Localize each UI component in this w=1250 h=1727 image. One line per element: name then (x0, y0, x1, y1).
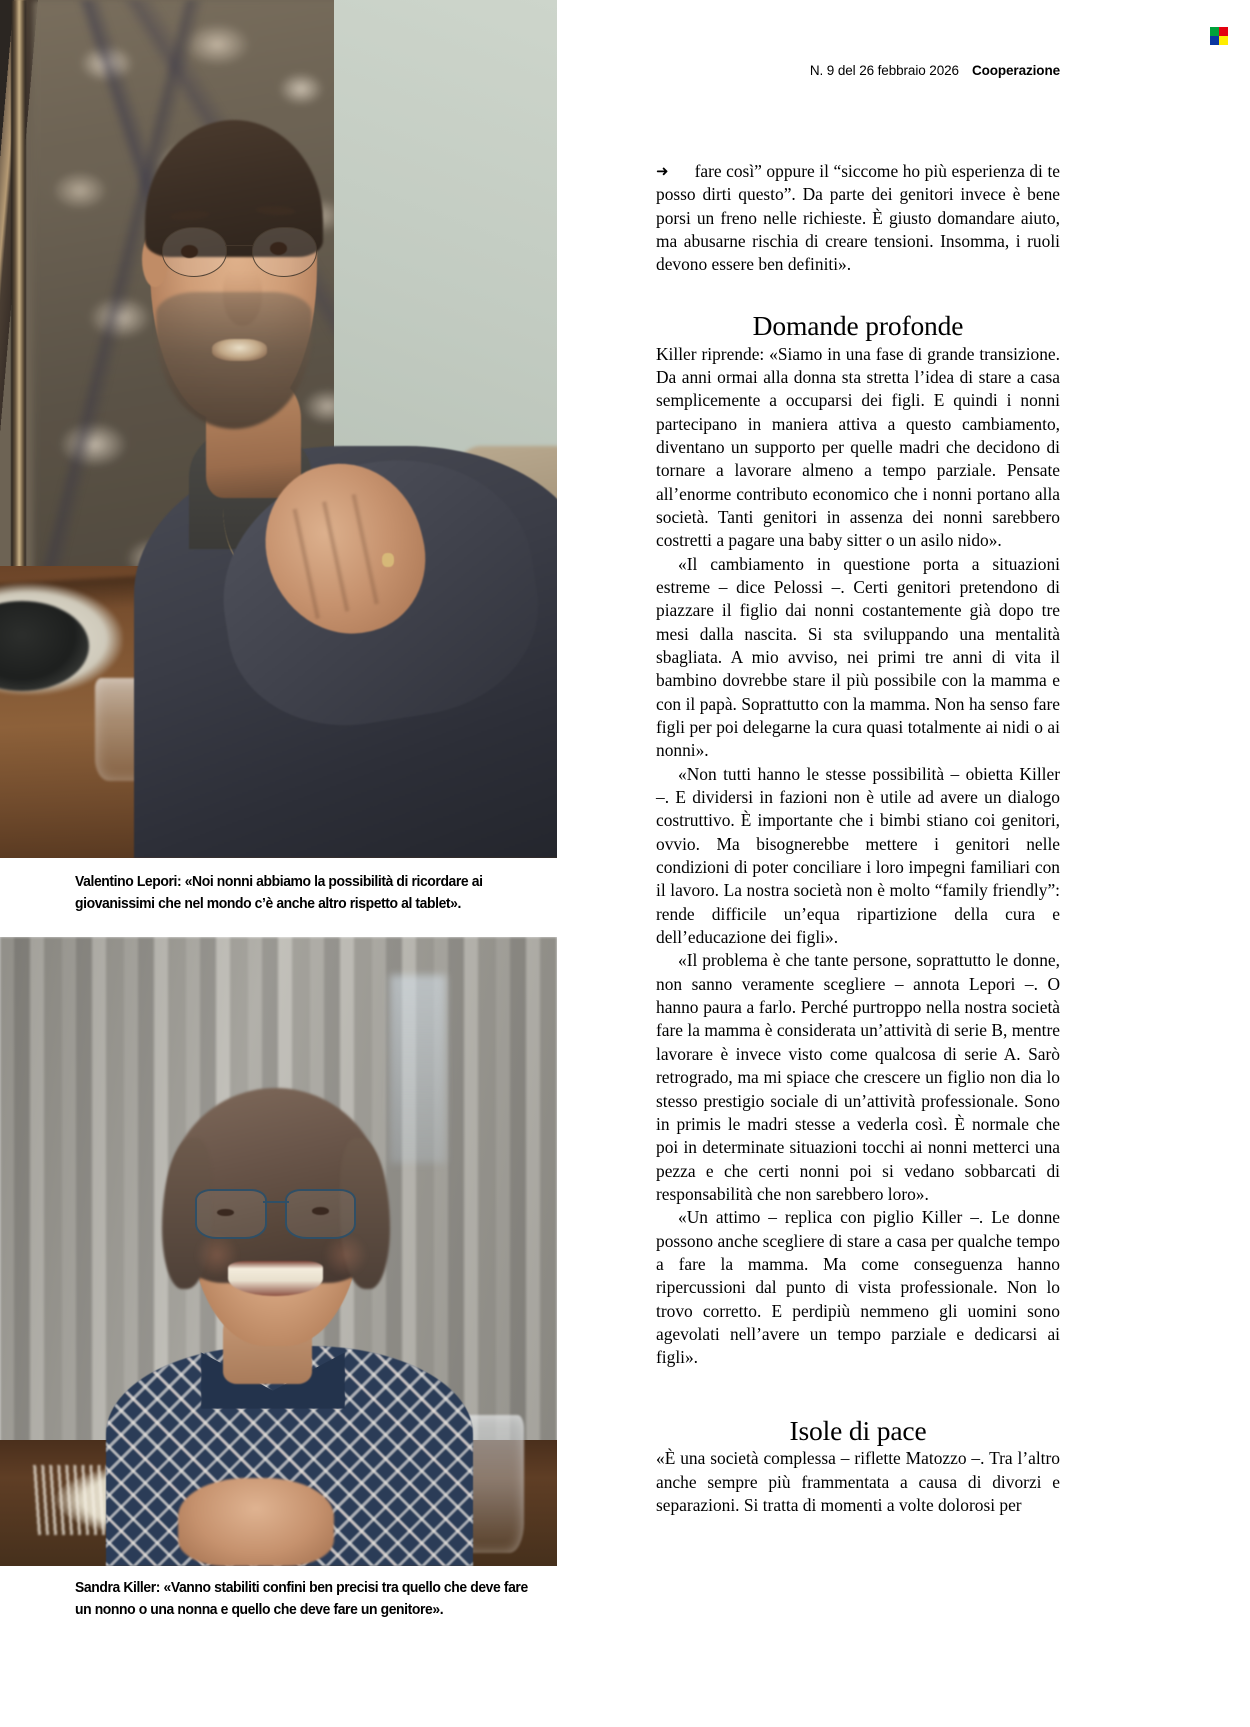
article-text-column (656, 160, 1060, 1517)
glasses-bridge (225, 245, 253, 247)
paragraph-3: «Il cambiamento in questione porta a situazioni estreme – dice Pelossi –. Certi genitori pretendono di piazzare il figlio dai nonni costantemente già dopo tre mesi dalla nascita. Si sta sviluppando una mentalità sbagliata. A mio avviso, nei primi tre anni di vita il bambino dovrebbe stare il più possibile con la mamma e con il papà. Soprattutto con la mamma. Non ha senso fare figli per poi delegarne la cura quasi totalmente ai nidi o ai nonni». (656, 553, 1060, 761)
issue-line: N. 9 del 26 febbraio 2026 (809, 63, 959, 78)
photo-killer-scene (0, 937, 557, 1566)
photo-lepori-caption: Valentino Lepori: «Noi nonni abbiamo la possibilità di ricordare ai giovanissimi che nel mondo c’è anche altro rispetto al tablet». (75, 874, 483, 912)
paragraph-5: «Il problema è che tante persone, soprattutto le donne, non sanno veramente scegliere – annota Lepori –. O hanno paura a farlo. Perché purtroppo nella nostra società fare la mamma è considerata un’attività di serie B, mentre lavorare è invece visto come qualcosa di serie A. Sarò retrogrado, ma mi spiace che crescere un figlio non dia lo stesso prestigio sociale di un’attività professionale. Sono in primis le madri stesse a vederla così. È normale che poi in determinate situazioni tocchi ai nonni metterci una pezza e che certi nonni poi si vedano sobbarcati di responsabilità che non sarebbero loro». (656, 950, 1060, 1204)
photo-lepori (0, 0, 557, 858)
masthead-title: Cooperazione (971, 63, 1060, 78)
reg-swatch-red (1219, 27, 1228, 36)
continuation-arrow-icon: ➜ (656, 162, 669, 180)
reg-swatch-yellow (1219, 36, 1228, 45)
smiling-mouth (228, 1261, 323, 1296)
cheek-right (323, 1233, 368, 1277)
wedding-ring (382, 553, 394, 567)
frame-edge (11, 0, 25, 644)
reg-swatch-green (1210, 27, 1219, 36)
photo-killer (0, 937, 557, 1566)
section-heading-domande-profonde: Domande profonde (752, 309, 964, 341)
glasses-bridge (263, 1201, 289, 1203)
running-head (650, 63, 1060, 78)
mouth (212, 339, 268, 361)
window-light (390, 975, 446, 1164)
paragraph-continued (656, 160, 1060, 277)
paragraph-continued-text: fare così” oppure il “siccome ho più esperienza di te posso dirti questo”. Da parte dei genitori invece è bene porsi un freno nelle richieste. È giusto domandare aiuto, ma abusarne rischia di creare tensioni. Insomma, i ruoli devono essere ben definiti». (656, 161, 1060, 275)
eye-right (270, 242, 287, 255)
paragraph-2: Killer riprende: «Siamo in una fase di grande transizione. Da anni ormai alla donna sta stretta l’idea di stare a casa semplicemente a occuparsi dei figli. E quindi i nonni partecipano in maniera attiva a questo cambiamento, diventano un supporto per quelle madri che decidono di tornare a lavorare almeno a tempo parziale. Pensate all’enorme contributo economico che i nonni portano alla società. Tanti genitori in assenza dei nonni sarebbero costretti a pagare una baby sitter o un asilo nido». (656, 343, 1060, 551)
photo-killer-caption: Sandra Killer: «Vanno stabiliti confini ben precisi tra quello che deve fare un nonno o una nonna e quello che deve fare un genitore». (75, 1580, 528, 1618)
colour-registration-mark (1210, 27, 1228, 45)
photo-lepori-scene (0, 0, 557, 858)
paragraph-4: «Non tutti hanno le stesse possibilità – obietta Killer –. E dividersi in fazioni non è utile ad avere un dialogo costruttivo. È importante che i bimbi stiano coi genitori, ovvio. Ma bisognerebbe mettere i genitori nelle condizioni di poter conciliare i loro impegni familiari con il lavoro. La nostra società non è molto “family friendly”: rende difficile un’equa ripartizione della cura e dell’educazione dei figli». (656, 763, 1060, 948)
section-heading-isole-di-pace: Isole di pace (789, 1414, 927, 1446)
paragraph-7: «È una società complessa – riflette Matozzo –. Tra l’altro anche sempre più frammentata a causa di divorzi e separazioni. Si tratta di momenti a volte dolorosi per (656, 1448, 1060, 1516)
paragraph-6: «Un attimo – replica con piglio Killer –. Le donne possono anche scegliere di stare a casa per qualche tempo a fare la mamma. Ma come conseguenza hanno ripercussioni dal punto di vista professionale. Non lo trovo corretto. E perdipiù nemmeno gli uomini sono agevolati nell’avere un tempo parziale e dedicarsi ai figli». (656, 1207, 1060, 1368)
eye-right (312, 1207, 329, 1215)
reg-swatch-blue (1210, 36, 1219, 45)
hands (178, 1478, 334, 1566)
